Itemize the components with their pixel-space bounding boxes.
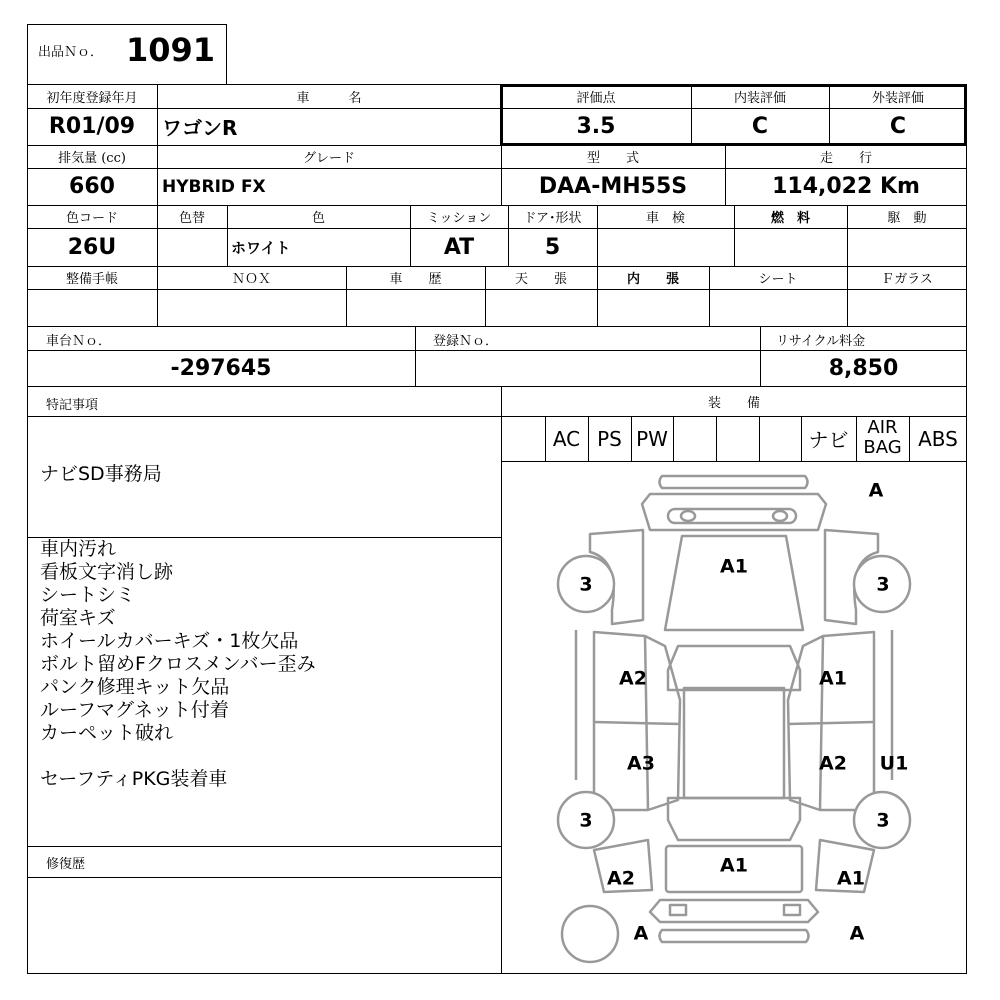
note-line: ホイールカバーキズ・1枚欠品: [40, 630, 299, 652]
inner-lining-label: 内 張: [626, 272, 679, 287]
note-line-blank: [40, 745, 316, 768]
model-value: DAA-MH55S: [538, 174, 688, 199]
interior-label: 内装評価: [733, 90, 786, 106]
note-line: カーペット破れ: [40, 722, 174, 744]
equip-ac: AC: [552, 426, 581, 451]
mark-front-right-tire: 3: [876, 573, 890, 596]
displacement-label: 排気量 (cc): [58, 151, 126, 166]
color-code-label: 色コード: [65, 211, 118, 226]
equip-abs: ABS: [918, 426, 958, 451]
chassis-no-label: 車台Ｎｏ．: [46, 334, 112, 349]
note-line: 看板文字消し跡: [40, 561, 174, 583]
f-glass-label: Ｆガラス: [881, 272, 933, 287]
color-code-value: 26U: [67, 234, 117, 260]
roof-outline: [684, 688, 784, 798]
front-bumper-outline: [660, 476, 808, 488]
note-extra: セーフティPKG装着車: [40, 768, 228, 790]
car-name-label: 車 名: [296, 90, 362, 106]
mark-right-front-door: A1: [819, 667, 847, 690]
mark-rear-hatch: A1: [720, 854, 748, 877]
model-label: 型 式: [586, 151, 639, 166]
notes-list: [40, 538, 316, 791]
note-line: ルーフマグネット付着: [40, 699, 229, 721]
inspection-label: 車 検: [645, 211, 685, 226]
repair-history-label: 修復歴: [46, 857, 86, 872]
equip-pw: PW: [636, 426, 668, 451]
color-value: ホワイト: [231, 238, 291, 257]
door-shape-label: ドア･形状: [523, 211, 582, 226]
score-label: 評価点: [576, 90, 616, 106]
equipment-label: 装 備: [707, 395, 760, 411]
windshield-outline: [668, 646, 800, 690]
drive-label: 駆 動: [887, 211, 927, 226]
note-line: パンク修理キット欠品: [40, 676, 230, 698]
mission-label: ミッション: [426, 211, 492, 226]
color-label: 色: [311, 211, 325, 226]
notes-top: ナビSD事務局: [40, 463, 162, 485]
lot-number-box: [27, 24, 227, 85]
equip-ps: PS: [597, 426, 622, 451]
first-reg-label: 初年度登録年月: [46, 90, 138, 106]
equip-airbag-line1: AIR: [867, 417, 898, 438]
rear-window-outline: [668, 798, 800, 840]
mark-front-left-tire: 3: [579, 573, 593, 596]
left-side-panel: [594, 632, 680, 810]
first-reg-value: R01/09: [48, 114, 136, 139]
nox-label: ＮＯＸ: [231, 272, 271, 287]
grade-label: グレード: [302, 151, 355, 166]
history-label: 車 歴: [389, 272, 442, 287]
equip-navi: ナビ: [808, 428, 849, 452]
interior-value: C: [751, 114, 769, 139]
recycle-fee-value: 8,850: [828, 355, 899, 381]
headliner-label: 天 張: [514, 272, 567, 287]
chassis-no-value: -297645: [170, 355, 272, 381]
rear-bumper-outline: [650, 900, 818, 922]
lot-number-label: 出品Ｎｏ．: [38, 45, 104, 60]
seat-label: シート: [758, 272, 798, 287]
mark-hood: A1: [720, 555, 748, 578]
mark-right-rear-extra: U1: [879, 752, 909, 775]
fuel-label: 燃 料: [770, 211, 810, 226]
note-line: 車内汚れ: [40, 538, 117, 560]
mark-rear-left-quarter: A2: [607, 867, 635, 890]
color-change-label: 色替: [178, 211, 205, 226]
spare-tire: [562, 906, 618, 962]
mark-left-front-door: A2: [619, 667, 647, 690]
mark-left-rear-door: A3: [627, 752, 655, 775]
equip-airbag-line2: BAG: [863, 437, 902, 458]
car-damage-diagram: [502, 462, 966, 973]
mileage-label: 走 行: [819, 151, 872, 166]
notes-label: 特記事項: [46, 398, 99, 413]
exterior-label: 外装評価: [871, 90, 924, 106]
grade-value: HYBRID FX: [162, 176, 266, 197]
mark-rear-right-quarter: A1: [837, 867, 865, 890]
reg-no-label: 登録Ｎｏ．: [433, 334, 499, 349]
car-name-value: ワゴンR: [162, 116, 238, 140]
mark-rear-right-tire: 3: [876, 809, 890, 832]
equip-airbag: [856, 416, 909, 461]
recycle-fee-label: リサイクル料金: [776, 334, 866, 349]
note-line: シートシミ: [40, 584, 136, 606]
right-side-panel: [788, 632, 874, 810]
exterior-value: C: [889, 114, 907, 139]
mark-rear-left-tire: 3: [579, 809, 593, 832]
maintenance-label: 整備手帳: [65, 272, 118, 287]
mark-rear-bumper-left: A: [633, 922, 649, 945]
displacement-value: 660: [69, 174, 115, 199]
door-shape-value: 5: [544, 234, 561, 260]
note-line: ボルト留めFクロスメンバー歪み: [40, 653, 316, 675]
score-value: 3.5: [576, 114, 616, 139]
mission-value: AT: [443, 234, 475, 260]
hood-outline: [665, 536, 803, 630]
note-line: 荷室キズ: [40, 607, 116, 629]
mark-front-right-corner: A: [868, 479, 884, 502]
mark-right-rear-door: A2: [819, 752, 847, 775]
mark-rear-bumper-right: A: [849, 922, 865, 945]
mileage-value: 114,022 Km: [772, 174, 920, 199]
lot-number-value: 1091: [126, 31, 216, 69]
